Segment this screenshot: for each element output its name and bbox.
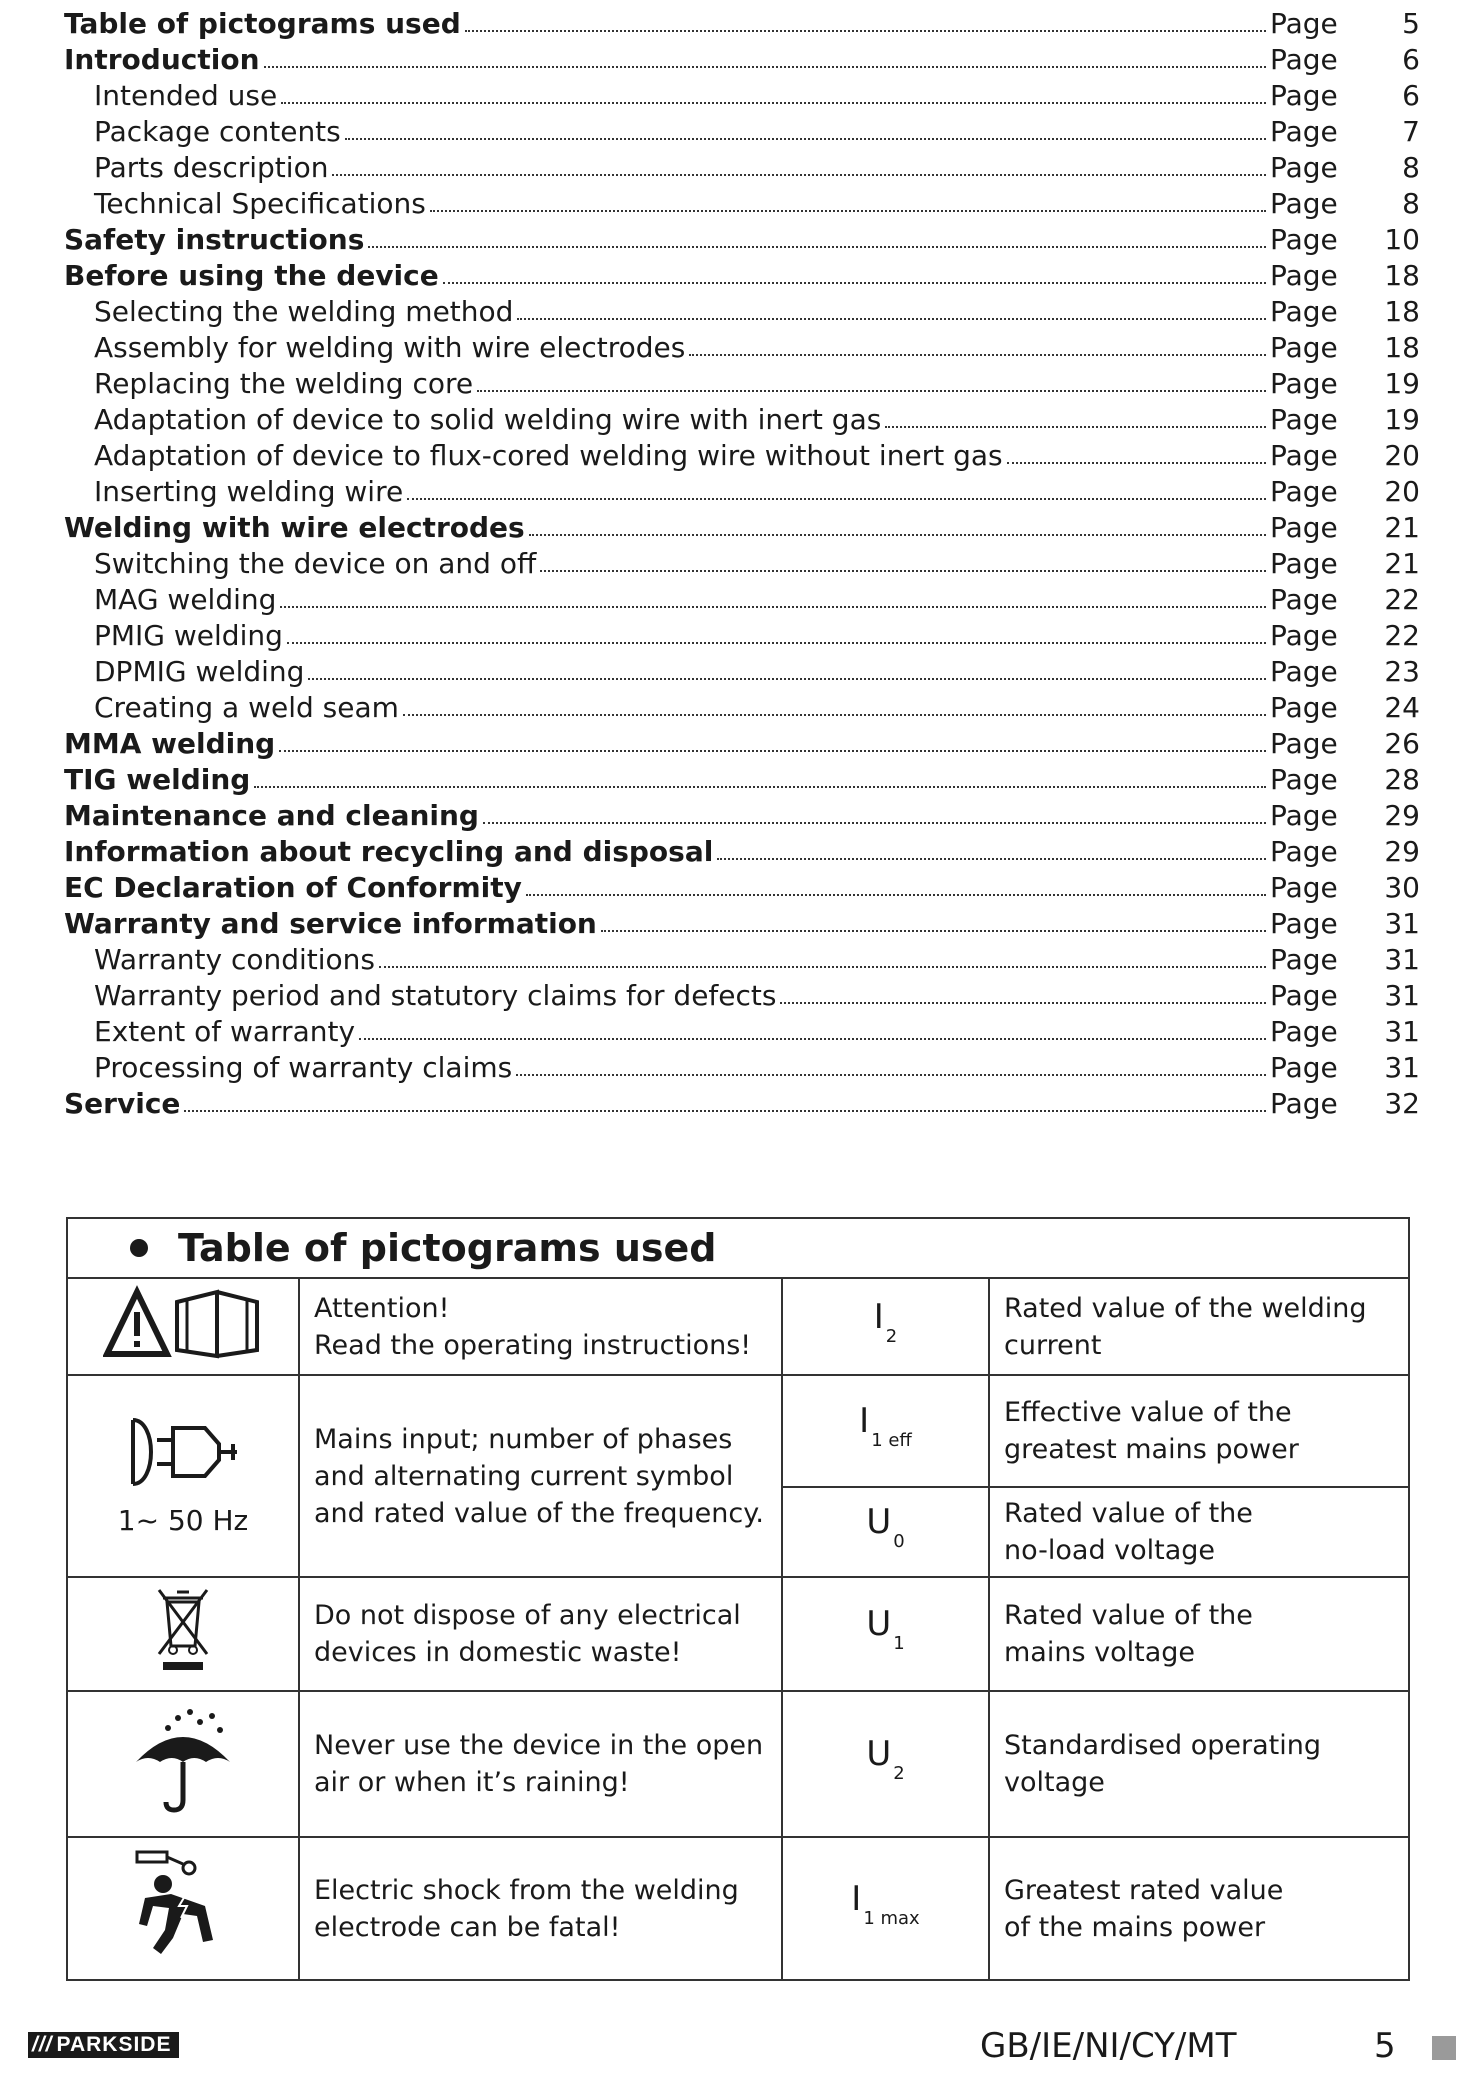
pictogram-table [66, 1217, 1410, 1981]
toc-entry-title: Package contents [94, 115, 341, 148]
toc-entry-title: Information about recycling and disposal [64, 835, 714, 868]
toc-entry-title: Selecting the welding method [94, 295, 514, 328]
symbol-subscript: 1 max [863, 1907, 920, 1929]
symbol-description [989, 1837, 1408, 1979]
toc-page-number: 21 [1384, 511, 1420, 544]
toc-entry-title: Service [64, 1087, 181, 1120]
crossed-bin-icon [153, 1584, 213, 1674]
toc-entry-title: Maintenance and cleaning [64, 799, 479, 832]
toc-entry[interactable] [64, 762, 1420, 798]
brand-logo [28, 2032, 179, 2058]
toc-entry[interactable] [64, 222, 1420, 258]
symbol-description [989, 1577, 1408, 1691]
toc-entry-title: Switching the device on and off [94, 547, 537, 580]
symbol-main: I [859, 1401, 870, 1441]
toc-entry-title: Warranty conditions [94, 943, 375, 976]
toc-leader-dots [359, 1038, 1266, 1040]
toc-entry[interactable] [64, 942, 1420, 978]
toc-page-label: Page [1270, 655, 1338, 688]
description-line: Never use the device in the open [314, 1730, 764, 1761]
toc-leader-dots [368, 246, 1266, 248]
toc-leader-dots [279, 750, 1266, 752]
toc-entry-title: PMIG welding [94, 619, 283, 652]
symbol-cell [782, 1279, 989, 1375]
toc-page-number: 31 [1384, 907, 1420, 940]
toc-leader-dots [483, 822, 1266, 824]
toc-entry[interactable] [64, 402, 1420, 438]
toc-entry-title: Warranty period and statutory claims for defects [94, 979, 777, 1012]
pictogram-row [68, 1837, 1408, 1979]
icon-cell [68, 1279, 299, 1375]
description-line: current [1004, 1329, 1102, 1361]
toc-page-number: 6 [1402, 43, 1420, 76]
symbol-description [989, 1375, 1408, 1487]
toc-entry-title: DPMIG welding [94, 655, 305, 688]
toc-page-number: 21 [1384, 547, 1420, 580]
description-line: Read the operating instructions! [314, 1329, 752, 1361]
toc-leader-dots [184, 1110, 1266, 1112]
toc-entry-title: Technical Specifications [94, 187, 426, 220]
mains-plug-icon [123, 1414, 243, 1490]
description-line: greatest mains power [1004, 1434, 1299, 1465]
toc-leader-dots [601, 930, 1266, 932]
toc-entry[interactable] [64, 546, 1420, 582]
symbol-cell [782, 1487, 989, 1577]
description-line: Attention! [314, 1292, 450, 1324]
toc-leader-dots [379, 966, 1266, 968]
symbol-main: I [851, 1878, 862, 1919]
brand-slashes: /// [32, 2033, 53, 2056]
toc-page-label: Page [1270, 79, 1338, 112]
pictogram-row [68, 1577, 1408, 1691]
toc-page-number: 31 [1384, 943, 1420, 976]
icon-cell [68, 1375, 299, 1577]
table-of-contents [64, 6, 1420, 1122]
toc-page-label: Page [1270, 763, 1338, 796]
toc-page-number: 20 [1384, 475, 1420, 508]
toc-leader-dots [264, 66, 1266, 68]
description-line: Rated value of the [1004, 1498, 1253, 1529]
toc-page-label: Page [1270, 943, 1338, 976]
toc-leader-dots [526, 894, 1266, 896]
toc-entry-title: MAG welding [94, 583, 277, 616]
toc-page-number: 6 [1402, 79, 1420, 112]
toc-page-label: Page [1270, 619, 1338, 652]
icon-cell [68, 1837, 299, 1979]
toc-leader-dots [465, 30, 1266, 32]
toc-page-label: Page [1270, 871, 1338, 904]
toc-page-number: 24 [1384, 691, 1420, 724]
toc-entry-title: Replacing the welding core [94, 367, 474, 400]
toc-entry[interactable] [64, 618, 1420, 654]
description-line: Electric shock from the welding [314, 1874, 739, 1906]
toc-page-number: 8 [1402, 151, 1420, 184]
toc-entry[interactable] [64, 690, 1420, 726]
icon-cell [68, 1577, 299, 1691]
description-line: Do not dispose of any electrical [314, 1600, 741, 1631]
toc-page-number: 18 [1384, 295, 1420, 328]
toc-entry[interactable] [64, 654, 1420, 690]
toc-leader-dots [443, 282, 1266, 284]
toc-page-label: Page [1270, 547, 1338, 580]
toc-entry-title: Warranty and service information [64, 907, 597, 940]
toc-leader-dots [717, 858, 1266, 860]
toc-entry-title: Processing of warranty claims [94, 1051, 513, 1084]
toc-page-number: 8 [1402, 187, 1420, 220]
toc-entry[interactable] [64, 294, 1420, 330]
country-codes: GB/IE/NI/CY/MT [980, 2026, 1237, 2066]
toc-entry[interactable] [64, 978, 1420, 1014]
toc-entry[interactable] [64, 330, 1420, 366]
toc-entry-title: Safety instructions [64, 223, 365, 256]
toc-entry-title: Introduction [64, 43, 260, 76]
toc-page-number: 23 [1384, 655, 1420, 688]
toc-entry[interactable] [64, 1014, 1420, 1050]
toc-entry-title: Welding with wire electrodes [64, 511, 525, 544]
toc-page-number: 31 [1384, 979, 1420, 1012]
toc-page-label: Page [1270, 403, 1338, 436]
toc-entry-title: Assembly for welding with wire electrodes [94, 331, 686, 364]
brand-name: PARKSIDE [56, 2033, 172, 2056]
symbol-description [989, 1279, 1408, 1375]
toc-page-number: 32 [1384, 1087, 1420, 1120]
toc-entry[interactable] [64, 1086, 1420, 1122]
toc-page-number: 18 [1384, 331, 1420, 364]
description-line: Rated value of the [1004, 1600, 1253, 1631]
toc-page-label: Page [1270, 907, 1338, 940]
description-line: electrode can be fatal! [314, 1911, 621, 1943]
icon-cell [68, 1691, 299, 1837]
description-line: air or when it’s raining! [314, 1767, 630, 1798]
toc-entry-title: Parts description [94, 151, 329, 184]
symbol-subscript: 1 eff [871, 1430, 912, 1451]
symbol-main: U [866, 1734, 892, 1774]
pictogram-row [68, 1375, 1408, 1487]
toc-page-number: 26 [1384, 727, 1420, 760]
toc-entry[interactable] [64, 474, 1420, 510]
pictogram-heading-text: Table of pictograms used [178, 1226, 717, 1270]
toc-page-label: Page [1270, 475, 1338, 508]
pictogram-description [299, 1837, 782, 1979]
page-footer [28, 2024, 1458, 2068]
toc-page-number: 22 [1384, 619, 1420, 652]
symbol-cell [782, 1375, 989, 1487]
bullet-icon [130, 1239, 148, 1257]
toc-page-label: Page [1270, 223, 1338, 256]
pictogram-row [68, 1691, 1408, 1837]
toc-page-number: 19 [1384, 367, 1420, 400]
toc-page-number: 29 [1384, 799, 1420, 832]
toc-entry[interactable] [64, 114, 1420, 150]
toc-page-number: 10 [1384, 223, 1420, 256]
toc-page-label: Page [1270, 835, 1338, 868]
symbol-main: U [866, 1502, 892, 1542]
toc-leader-dots [407, 498, 1266, 500]
toc-page-label: Page [1270, 151, 1338, 184]
toc-entry-title: Adaptation of device to flux-cored welding wire without inert gas [94, 439, 1003, 472]
toc-page-label: Page [1270, 511, 1338, 544]
toc-entry[interactable] [64, 834, 1420, 870]
toc-entry[interactable] [64, 78, 1420, 114]
pictogram-table-heading [68, 1219, 1408, 1279]
toc-entry-title: TIG welding [64, 763, 251, 796]
toc-entry[interactable] [64, 366, 1420, 402]
toc-page-label: Page [1270, 439, 1338, 472]
toc-entry[interactable] [64, 906, 1420, 942]
toc-leader-dots [516, 1074, 1266, 1076]
toc-page-number: 29 [1384, 835, 1420, 868]
toc-page-label: Page [1270, 259, 1338, 292]
toc-entry-title: MMA welding [64, 727, 276, 760]
toc-entry[interactable] [64, 870, 1420, 906]
warning-manual-icon [103, 1284, 263, 1360]
toc-leader-dots [287, 642, 1266, 644]
toc-leader-dots [308, 678, 1266, 680]
description-line: no-load voltage [1004, 1535, 1216, 1566]
pictogram-description [299, 1279, 782, 1375]
symbol-subscript: 0 [893, 1531, 905, 1552]
description-line: Effective value of the [1004, 1397, 1292, 1428]
description-line: mains voltage [1004, 1637, 1195, 1668]
toc-entry-title: EC Declaration of Conformity [64, 871, 522, 904]
pictogram-grid [68, 1279, 1408, 1979]
pictogram-row [68, 1279, 1408, 1375]
toc-page-label: Page [1270, 691, 1338, 724]
description-line: Greatest rated value [1004, 1874, 1284, 1906]
toc-leader-dots [345, 138, 1266, 140]
toc-entry[interactable] [64, 42, 1420, 78]
toc-page-number: 30 [1384, 871, 1420, 904]
toc-page-number: 31 [1384, 1051, 1420, 1084]
toc-page-number: 19 [1384, 403, 1420, 436]
pictogram-description [299, 1577, 782, 1691]
toc-leader-dots [689, 354, 1266, 356]
toc-entry-title: Intended use [94, 79, 278, 112]
toc-page-label: Page [1270, 331, 1338, 364]
pictogram-description [299, 1375, 782, 1577]
toc-entry[interactable] [64, 726, 1420, 762]
page-number: 5 [1374, 2026, 1396, 2066]
toc-entry-title: Adaptation of device to solid welding wire with inert gas [94, 403, 882, 436]
symbol-subscript: 2 [893, 1763, 905, 1784]
toc-entry[interactable] [64, 150, 1420, 186]
description-line: devices in domestic waste! [314, 1637, 682, 1668]
toc-entry-title: Before using the device [64, 259, 439, 292]
toc-page-label: Page [1270, 115, 1338, 148]
symbol-main: I [873, 1296, 884, 1337]
toc-page-label: Page [1270, 7, 1338, 40]
symbol-cell [782, 1577, 989, 1691]
symbol-cell [782, 1691, 989, 1837]
toc-leader-dots [477, 390, 1266, 392]
toc-entry-title: Table of pictograms used [64, 7, 461, 40]
toc-entry[interactable] [64, 798, 1420, 834]
toc-page-label: Page [1270, 799, 1338, 832]
toc-page-label: Page [1270, 727, 1338, 760]
description-line: of the mains power [1004, 1911, 1266, 1943]
symbol-subscript: 2 [885, 1325, 898, 1347]
toc-entry[interactable] [64, 510, 1420, 546]
symbol-subscript: 1 [893, 1633, 905, 1654]
toc-page-label: Page [1270, 43, 1338, 76]
description-line: and rated value of the frequency. [314, 1497, 764, 1529]
electric-shock-icon [123, 1844, 243, 1964]
toc-leader-dots [885, 426, 1266, 428]
page-marker-square [1432, 2036, 1456, 2060]
toc-entry[interactable] [64, 438, 1420, 474]
toc-leader-dots [430, 210, 1266, 212]
description-line: voltage [1004, 1767, 1105, 1798]
symbol-description [989, 1487, 1408, 1577]
toc-leader-dots [280, 606, 1266, 608]
toc-leader-dots [540, 570, 1266, 572]
toc-page-label: Page [1270, 367, 1338, 400]
toc-entry[interactable] [64, 1050, 1420, 1086]
toc-leader-dots [254, 786, 1266, 788]
frequency-label: 1~ 50 Hz [117, 1503, 249, 1537]
toc-page-number: 28 [1384, 763, 1420, 796]
toc-leader-dots [529, 534, 1266, 536]
toc-page-number: 18 [1384, 259, 1420, 292]
toc-page-label: Page [1270, 1051, 1338, 1084]
toc-page-label: Page [1270, 1087, 1338, 1120]
toc-entry[interactable] [64, 6, 1420, 42]
toc-leader-dots [1007, 462, 1266, 464]
toc-leader-dots [780, 1002, 1266, 1004]
toc-page-label: Page [1270, 187, 1338, 220]
toc-page-label: Page [1270, 295, 1338, 328]
toc-entry-title: Creating a weld seam [94, 691, 399, 724]
toc-leader-dots [332, 174, 1266, 176]
symbol-main: U [866, 1604, 892, 1644]
toc-page-number: 20 [1384, 439, 1420, 472]
description-line: Standardised operating [1004, 1730, 1321, 1761]
toc-page-number: 7 [1402, 115, 1420, 148]
symbol-description [989, 1691, 1408, 1837]
toc-entry-title: Extent of warranty [94, 1015, 356, 1048]
toc-page-label: Page [1270, 583, 1338, 616]
description-line: Rated value of the welding [1004, 1292, 1367, 1324]
toc-page-number: 22 [1384, 583, 1420, 616]
toc-leader-dots [403, 714, 1266, 716]
toc-page-number: 5 [1402, 7, 1420, 40]
umbrella-rain-icon [128, 1704, 238, 1814]
toc-page-number: 31 [1384, 1015, 1420, 1048]
toc-leader-dots [281, 102, 1266, 104]
description-line: and alternating current symbol [314, 1460, 734, 1492]
toc-entry-title: Inserting welding wire [94, 475, 404, 508]
toc-page-label: Page [1270, 1015, 1338, 1048]
toc-entry[interactable] [64, 258, 1420, 294]
toc-entry[interactable] [64, 582, 1420, 618]
toc-entry[interactable] [64, 186, 1420, 222]
description-line: Mains input; number of phases [314, 1423, 733, 1455]
symbol-cell [782, 1837, 989, 1979]
toc-page-label: Page [1270, 979, 1338, 1012]
pictogram-description [299, 1691, 782, 1837]
toc-leader-dots [517, 318, 1266, 320]
